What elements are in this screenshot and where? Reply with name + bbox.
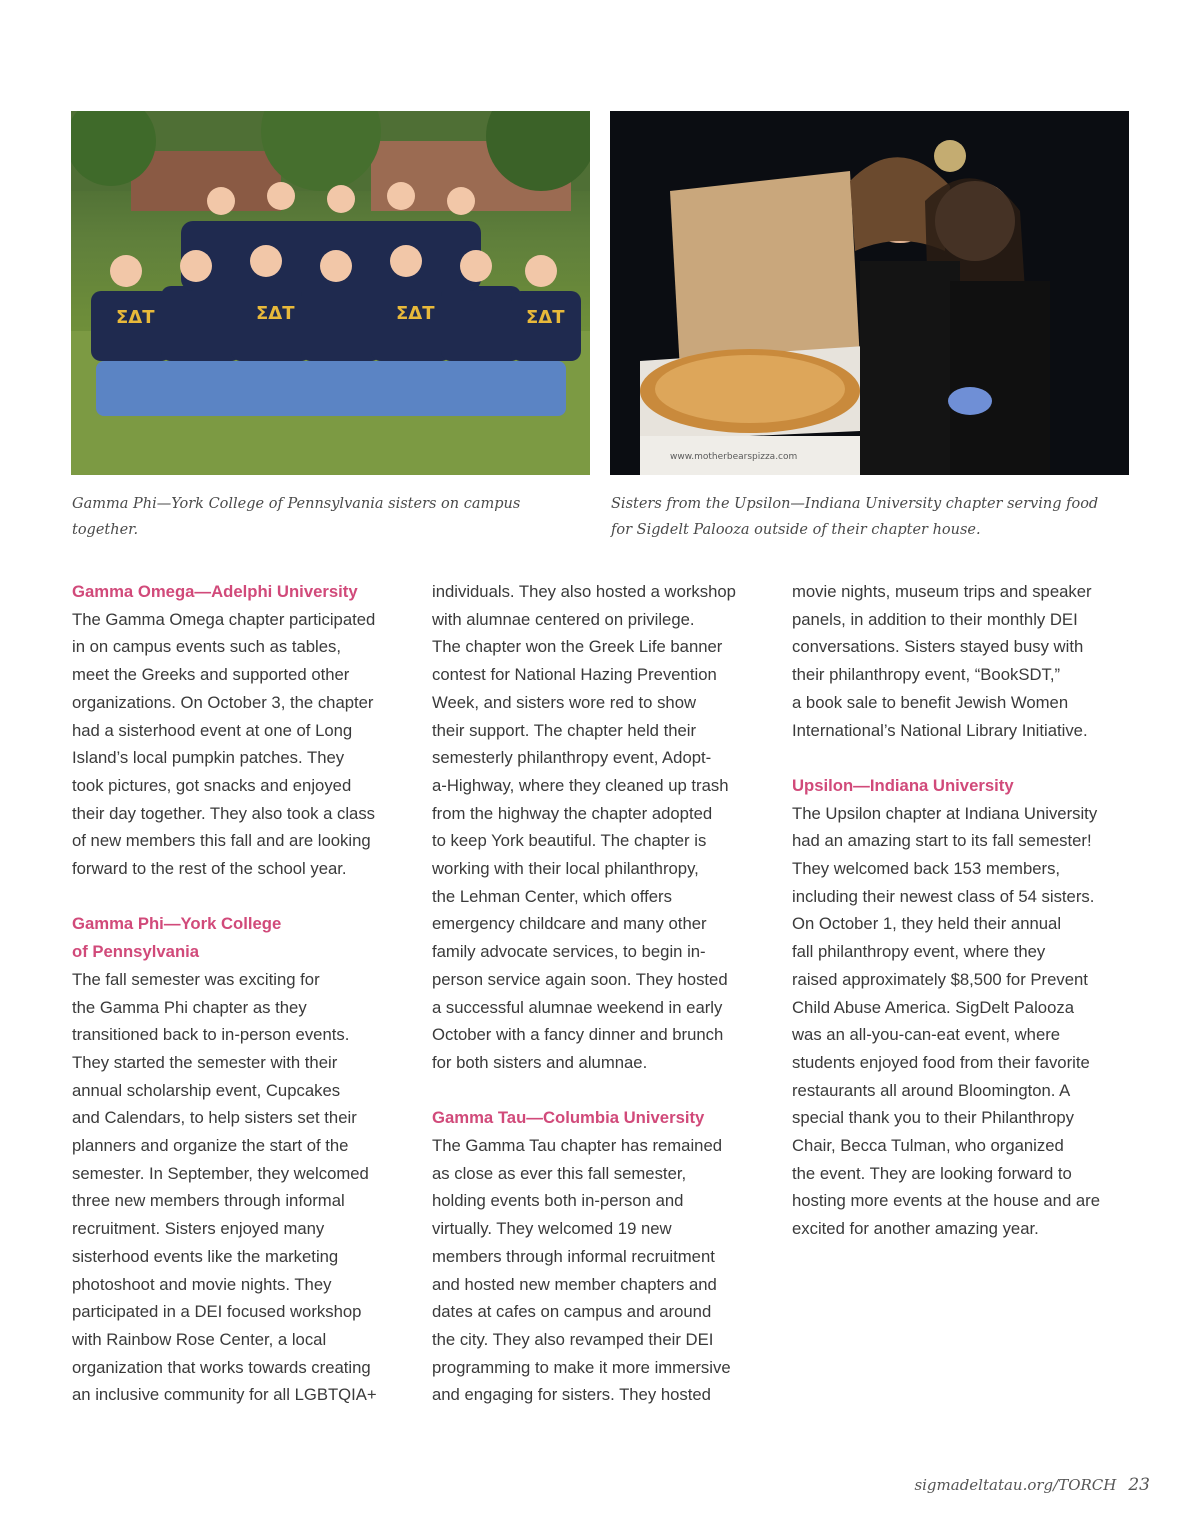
col1-line: sisterhood events like the marketing [72,1246,339,1266]
col2-line: The Gamma Tau chapter has remained [432,1136,723,1156]
shirt-letters-1: ΣΔΤ [116,307,155,328]
col2-line: members through informal recruitment [432,1246,715,1266]
col2-line: family advocate services, to begin in- [432,942,706,962]
col1-line: semester. In September, they welcomed [72,1163,369,1183]
col2-line: individuals. They also hosted a workshop [432,582,736,601]
col2-line: virtually. They welcomed 19 new [432,1219,672,1239]
col3-line: including their newest class of 54 sisters. [792,886,1095,906]
col3-line: International’s National Library Initiative. [792,720,1088,740]
col1-line: organization that works towards creating [72,1357,371,1377]
heading-gamma-phi-line-1: Gamma Phi—York College [72,914,282,934]
col3-line: conversations. Sisters stayed busy with [792,637,1084,657]
col2-line: their support. The chapter held their [432,720,697,740]
col3-line: had an amazing start to its fall semester! [792,831,1092,851]
col3-line: Child Abuse America. SigDelt Palooza [792,997,1074,1017]
col3-line: restaurants all around Bloomington. A [792,1080,1071,1100]
col1-line: meet the Greeks and supported other [72,665,350,685]
shirt-letters-4: ΣΔΤ [526,307,565,328]
col1-line: forward to the rest of the school year. [72,859,347,879]
col2-line: emergency childcare and many other [432,914,707,934]
shirt-letters-2: ΣΔΤ [256,303,295,324]
col2-line: a-Highway, where they cleaned up trash [432,775,729,795]
text-column-2 [432,578,777,1409]
col1-line: and Calendars, to help sisters set their [72,1108,357,1128]
col2-line: and engaging for sisters. They hosted [432,1385,711,1405]
col3-line: They welcomed back 153 members, [792,859,1061,879]
col1-line: The fall semester was exciting for [72,969,320,989]
col2-line: programming to make it more immersive [432,1357,731,1377]
col3-line: students enjoyed food from their favorite [792,1052,1090,1072]
caption-upsilon-line-2: for Sigdelt Palooza outside of their chapter house. [611,522,981,538]
caption-upsilon-line-1: Sisters from the Upsilon—Indiana University chapter serving food [611,496,1099,512]
col2-line: contest for National Hazing Prevention [432,665,717,685]
col1-line: had a sisterhood event at one of Long [72,720,353,740]
col1-line: photoshoot and movie nights. They [72,1274,332,1294]
text-column-1 [72,578,417,1409]
col2-line: Week, and sisters wore red to show [432,692,697,712]
caption-gamma-phi-photo [72,491,582,543]
col1-line: an inclusive community for all LGBTQIA+ [72,1385,377,1405]
col3-line: The Upsilon chapter at Indiana University [792,803,1098,823]
col1-line: transitioned back to in-person events. [72,1025,350,1045]
col2-line: The chapter won the Greek Life banner [432,637,723,657]
col1-line: took pictures, got snacks and enjoyed [72,775,352,795]
footer-url: sigmadeltatau.org/TORCH [914,1476,1117,1494]
heading-upsilon: Upsilon—Indiana University [792,775,1014,795]
col3-line: their philanthropy event, “BookSDT,” [792,665,1061,685]
col2-line: to keep York beautiful. The chapter is [432,831,707,851]
col2-line: October with a fancy dinner and brunch [432,1025,724,1045]
col3-line: the event. They are looking forward to [792,1163,1072,1183]
caption-gamma-phi-text: Gamma Phi—York College of Pennsylvania sisters on campus together. [72,496,521,538]
heading-gamma-tau: Gamma Tau—Columbia University [432,1108,705,1128]
heading-gamma-phi-line-2: of Pennsylvania [72,942,200,962]
col1-line: The Gamma Omega chapter participated [72,609,376,629]
col1-line: of new members this fall and are looking [72,831,371,851]
col2-line: the city. They also revamped their DEI [432,1329,714,1349]
col2-line: the Lehman Center, which offers [432,886,672,906]
group-photo-illustration [71,111,590,475]
col1-line: recruitment. Sisters enjoyed many [72,1219,325,1239]
col3-line: raised approximately $8,500 for Prevent [792,969,1088,989]
col2-line: person service again soon. They hosted [432,969,728,989]
col2-line: holding events both in-person and [432,1191,684,1211]
col1-line: They started the semester with their [72,1052,338,1072]
col1-line: with Rainbow Rose Center, a local [72,1329,327,1349]
col1-line: in on campus events such as tables, [72,637,342,657]
col2-line: with alumnae centered on privilege. [432,609,695,629]
page-number: 23 [1128,1475,1150,1495]
col2-line: from the highway the chapter adopted [432,803,713,823]
text-column-3 [792,578,1137,1243]
photo-upsilon-pizza [610,111,1129,475]
col1-line: annual scholarship event, Cupcakes [72,1080,341,1100]
col2-line: working with their local philanthropy, [432,859,699,879]
photo-gamma-phi-group [71,111,590,475]
heading-gamma-omega: Gamma Omega—Adelphi University [72,582,358,601]
col1-line: participated in a DEI focused workshop [72,1302,362,1322]
pizza-box-url: www.motherbearspizza.com [670,452,798,462]
col3-line: movie nights, museum trips and speaker [792,582,1092,601]
col3-line: hosting more events at the house and are [792,1191,1100,1211]
col1-line: three new members through informal [72,1191,345,1211]
col3-line: was an all-you-can-eat event, where [792,1025,1061,1045]
col2-line: as close as ever this fall semester, [432,1163,687,1183]
col1-line: Island’s local pumpkin patches. They [72,748,345,768]
col2-line: semesterly philanthropy event, Adopt- [432,748,712,768]
col1-line: their day together. They also took a class [72,803,376,823]
col1-line: organizations. On October 3, the chapter [72,692,374,712]
col3-line: a book sale to benefit Jewish Women [792,692,1069,712]
col1-line: the Gamma Phi chapter as they [72,997,307,1017]
col2-line: for both sisters and alumnae. [432,1052,648,1072]
col1-line: planners and organize the start of the [72,1136,349,1156]
col3-line: fall philanthropy event, where they [792,942,1046,962]
col3-line: On October 1, they held their annual [792,914,1062,934]
col3-line: special thank you to their Philanthropy [792,1108,1075,1128]
col2-line: dates at cafes on campus and around [432,1302,712,1322]
col2-line: and hosted new member chapters and [432,1274,717,1294]
caption-upsilon-photo [611,491,1111,543]
col2-line: a successful alumnae weekend in early [432,997,723,1017]
col3-line: Chair, Becca Tulman, who organized [792,1136,1064,1156]
shirt-letters-3: ΣΔΤ [396,303,435,324]
pizza-photo-illustration [610,111,1129,475]
col3-line: panels, in addition to their monthly DEI [792,609,1078,629]
page-footer [914,1475,1150,1495]
col3-line: excited for another amazing year. [792,1219,1039,1239]
